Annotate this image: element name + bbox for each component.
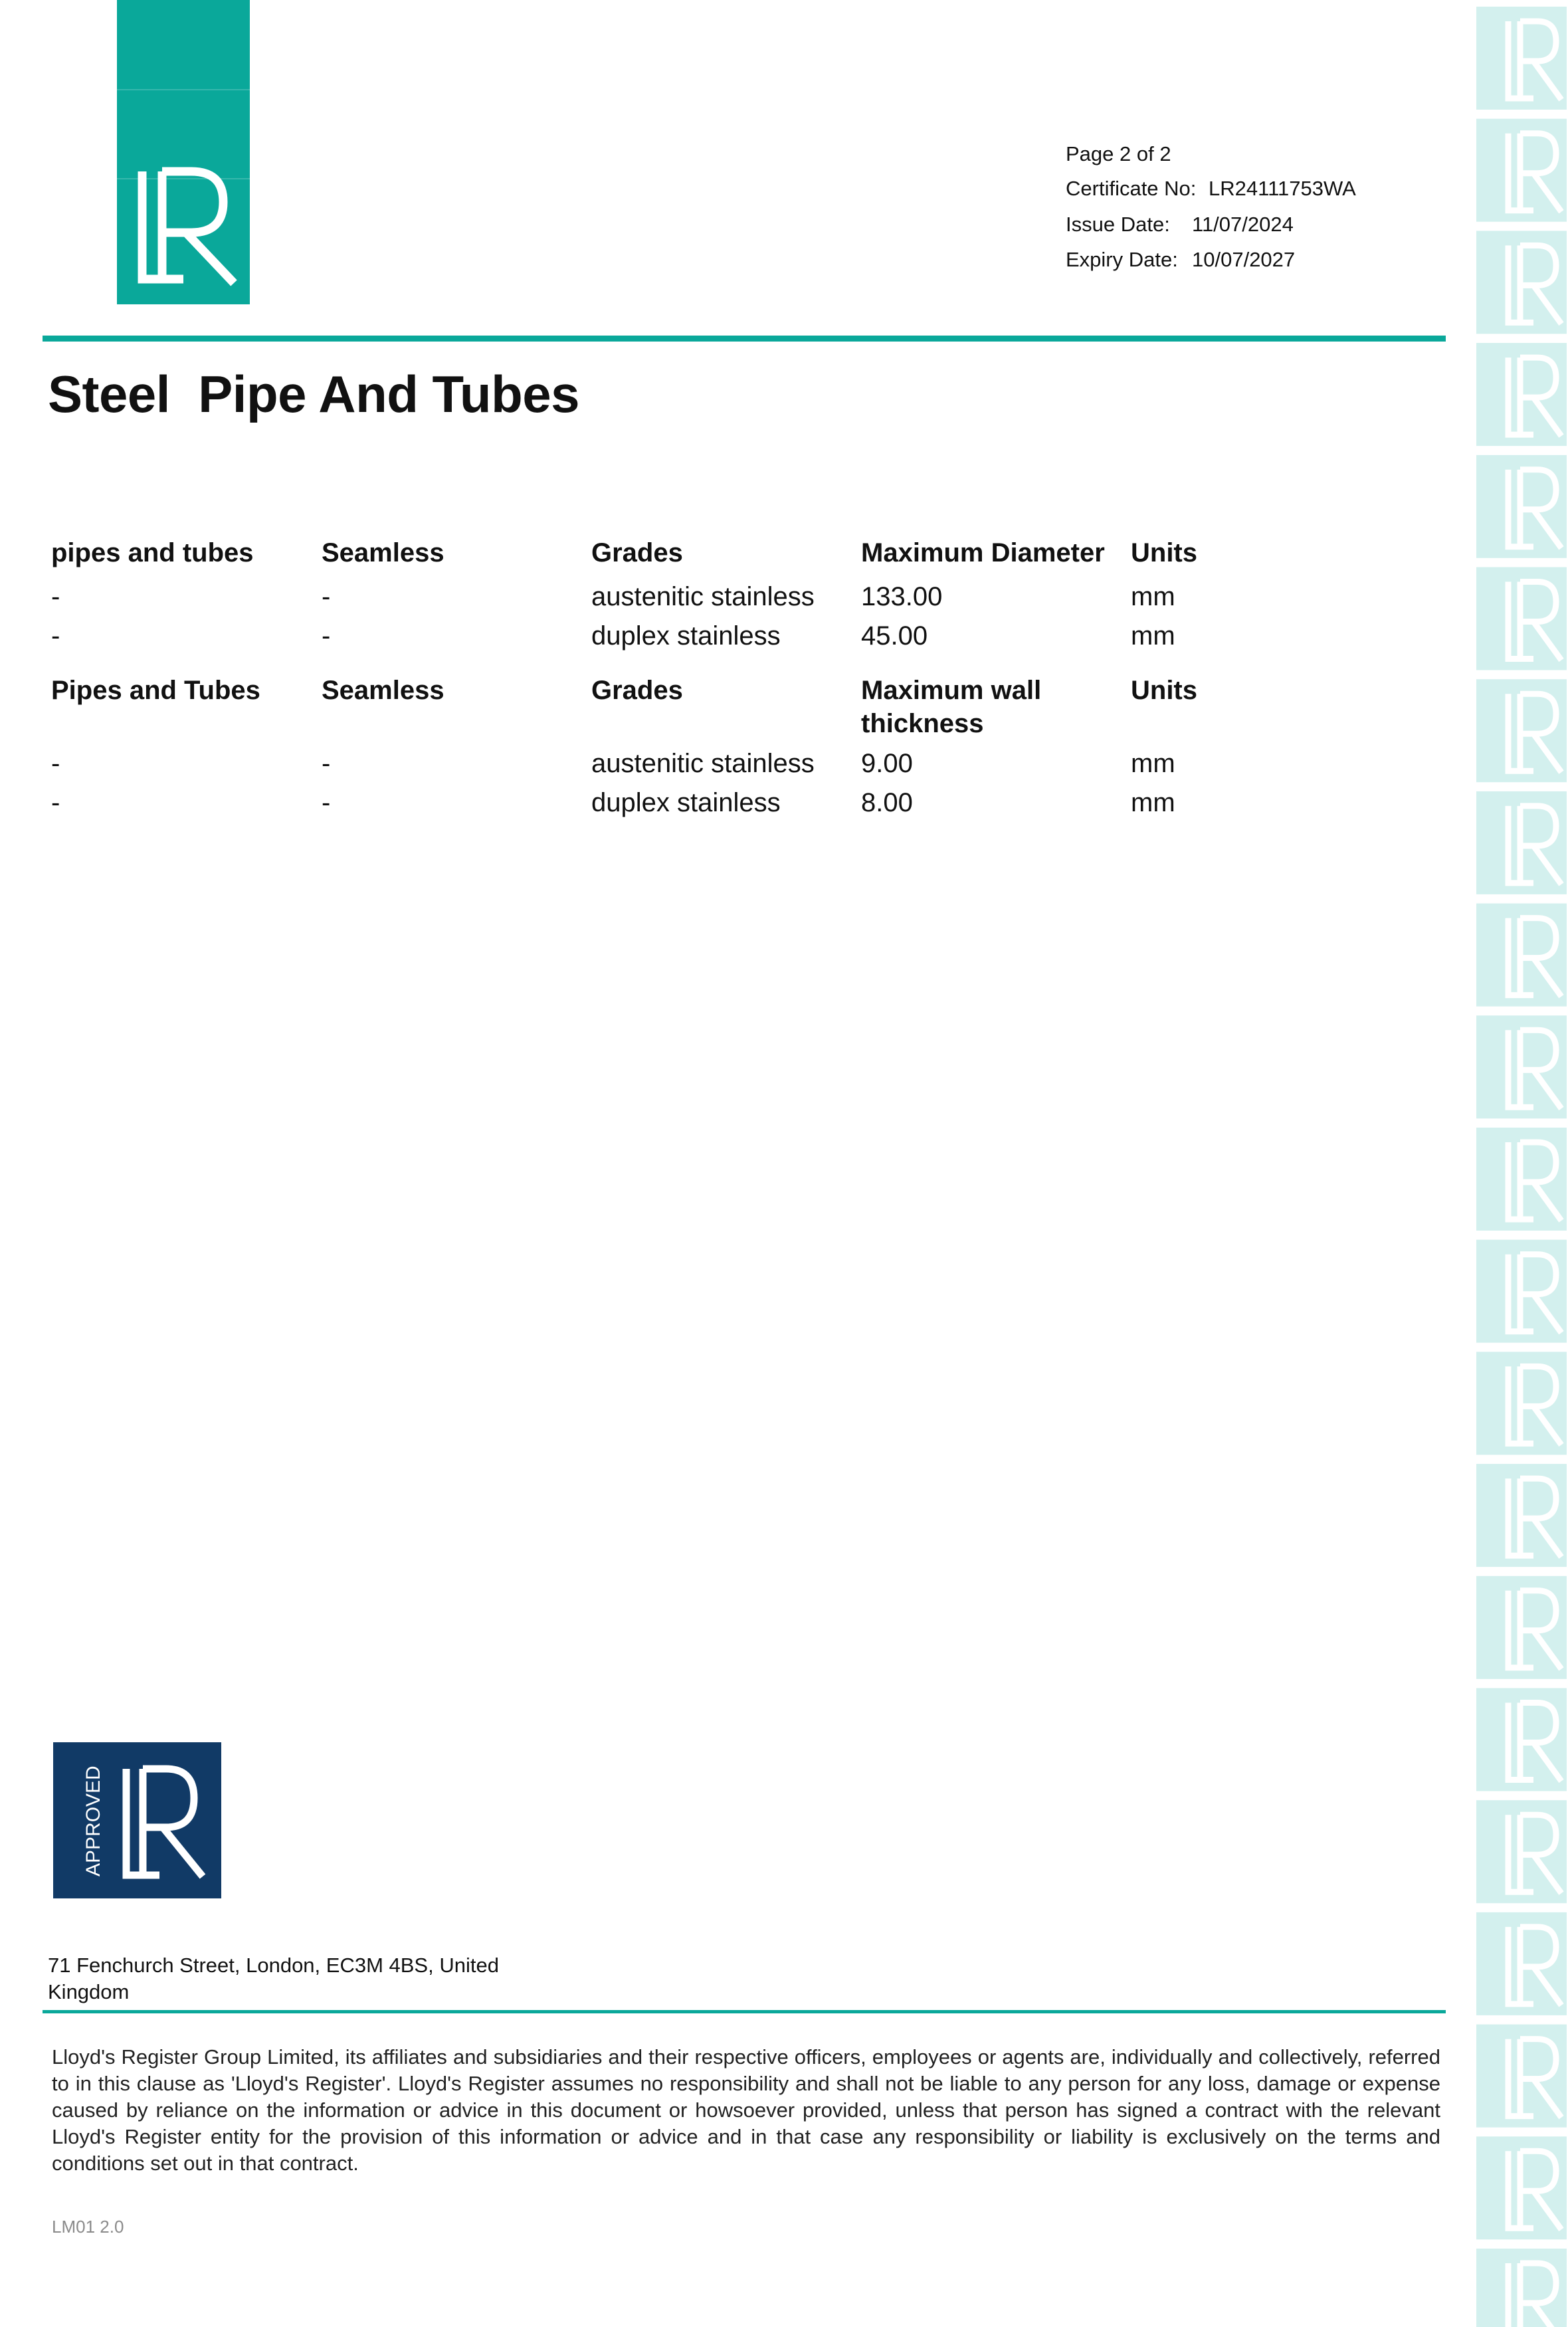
table-cell: duplex stainless <box>591 788 781 817</box>
table-cell: mm <box>1131 582 1175 611</box>
lr-watermark-tile <box>1476 7 1567 110</box>
lr-watermark-tile <box>1476 904 1567 1007</box>
approved-lr-icon <box>53 1742 221 1898</box>
table-cell: mm <box>1131 788 1175 817</box>
table-cell: - <box>322 582 331 611</box>
lr-watermark-tile <box>1476 791 1567 894</box>
table-cell: - <box>51 788 60 817</box>
table-cell: duplex stainless <box>591 621 781 651</box>
table-cell: austenitic stainless <box>591 749 815 778</box>
table-cell: - <box>322 749 331 778</box>
expiry-date <box>1066 248 1296 272</box>
expiry-value: 10/07/2027 <box>1192 248 1296 271</box>
approved-text: APPROVED <box>82 1766 104 1876</box>
lr-watermark-tile <box>1476 1800 1567 1903</box>
lr-watermark-strip <box>1468 0 1568 2327</box>
table-cell: - <box>322 788 331 817</box>
lr-logo <box>117 0 250 304</box>
certificate-value: LR24111753WA <box>1209 177 1356 200</box>
lr-watermark-tile <box>1476 1464 1567 1567</box>
lr-watermark-tile <box>1476 1015 1567 1118</box>
table-header: Pipes and Tubes <box>51 676 260 705</box>
address-line: Kingdom <box>48 1980 130 2003</box>
header-divider <box>43 336 1446 342</box>
lr-watermark-tile <box>1476 2025 1567 2128</box>
lr-watermark-tile <box>1476 2249 1567 2327</box>
issue-date <box>1066 213 1294 237</box>
page-number: Page 2 of 2 <box>1066 142 1171 165</box>
lr-watermark-tile <box>1476 1352 1567 1455</box>
table-header: Maximum Diameter <box>861 538 1105 567</box>
table-header: Maximum wall <box>861 676 1042 705</box>
table-cell: mm <box>1131 749 1175 778</box>
issue-label: Issue Date: <box>1066 213 1170 236</box>
lr-watermark-tile <box>1476 1912 1567 2015</box>
table-header: Grades <box>591 538 683 567</box>
lr-watermark-tile <box>1476 119 1567 222</box>
table-header-continued: thickness <box>861 709 984 738</box>
table-header: pipes and tubes <box>51 538 254 567</box>
lr-watermark-tile <box>1476 1240 1567 1343</box>
expiry-label: Expiry Date: <box>1066 248 1178 271</box>
lr-watermark-tile <box>1476 1128 1567 1231</box>
lr-watermark-tile <box>1476 343 1567 446</box>
table-cell: austenitic stainless <box>591 582 815 611</box>
table-header: Units <box>1131 538 1197 567</box>
lr-watermark-tile <box>1476 231 1567 334</box>
lr-watermark-tile <box>1476 679 1567 782</box>
lr-watermark-tile <box>1476 1688 1567 1791</box>
table-header: Seamless <box>322 676 444 705</box>
table-header: Units <box>1131 676 1197 705</box>
table-cell: - <box>51 582 60 611</box>
lr-watermark-tile <box>1476 455 1567 558</box>
lr-watermark-tile <box>1476 2136 1567 2239</box>
table-cell: - <box>51 749 60 778</box>
certificate-label: Certificate No: <box>1066 177 1197 200</box>
page-title: Steel Pipe And Tubes <box>48 365 579 423</box>
table-cell: 9.00 <box>861 749 913 778</box>
issue-value: 11/07/2024 <box>1192 213 1294 236</box>
approved-badge <box>53 1742 221 1898</box>
disclaimer-text: Lloyd's Register Group Limited, its affiliates and subsidiaries and their respective officers, employees or agents are, individually and collectively, referred to in this clause as 'Lloyd's Register'. Lloyd's Register assumes no responsibility and shall not be liable to any person for any loss, damage or expense caused by reliance on the information or advice in this document or howsoever provided, unless that person has signed a contract with the relevant Lloyd's Register entity for the provision of this information or advice and in that case any responsibility or liability is exclusively on the terms and conditions set out in that contract. <box>52 2045 1440 2175</box>
table-cell: 133.00 <box>861 582 943 611</box>
lr-watermark-tile <box>1476 1576 1567 1679</box>
document-version: LM01 2.0 <box>52 2217 124 2237</box>
lr-monogram-icon <box>117 0 250 304</box>
footer-divider <box>43 2010 1446 2013</box>
table-header: Seamless <box>322 538 444 567</box>
table-cell: mm <box>1131 621 1175 651</box>
address-line: 71 Fenchurch Street, London, EC3M 4BS, United <box>48 1954 499 1977</box>
lr-watermark-tile <box>1476 567 1567 670</box>
table-cell: 8.00 <box>861 788 913 817</box>
certificate-number <box>1066 177 1356 201</box>
table-cell: - <box>51 621 60 651</box>
table-cell: 45.00 <box>861 621 928 651</box>
table-header: Grades <box>591 676 683 705</box>
table-cell: - <box>322 621 331 651</box>
